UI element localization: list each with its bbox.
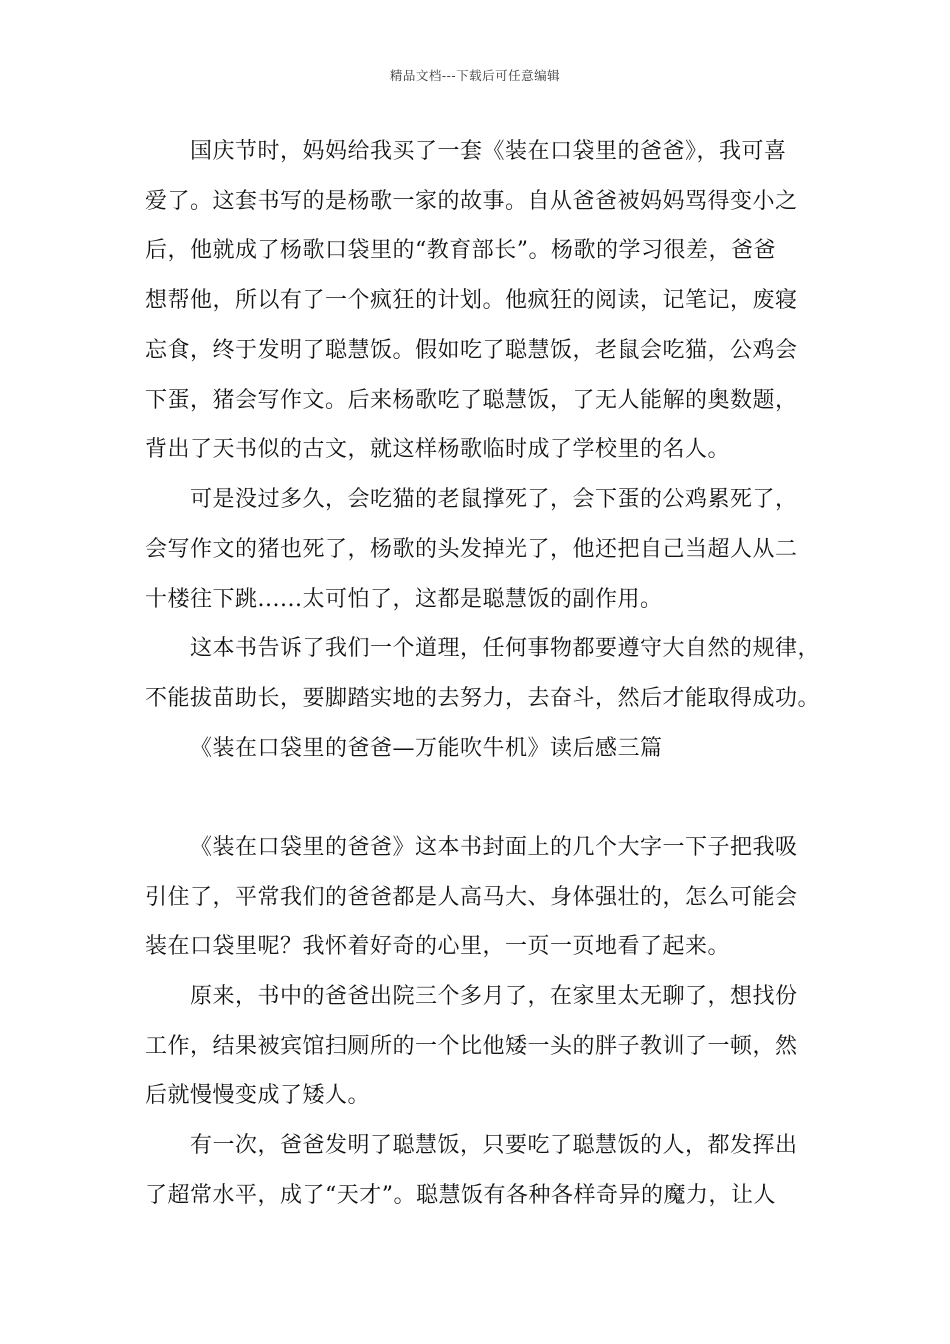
paragraph-line: 后，他就成了杨歌口袋里的“教育部长”。杨歌的学习很差，爸爸 [145,238,776,263]
paragraph-line: 可是没过多久，会吃猫的老鼠撑死了，会下蛋的公鸡累死了， [190,487,798,512]
paragraph-line: 爱了。这套书写的是杨歌一家的故事。自从爸爸被妈妈骂得变小之 [145,189,798,214]
page-header: 精品文档---下载后可任意编辑 [389,68,561,83]
paragraph-line: 想帮他，所以有了一个疯狂的计划。他疯狂的阅读，记笔记，废寝 [145,288,798,313]
paragraph-line: 忘食，终于发明了聪慧饭。假如吃了聪慧饭，老鼠会吃猫，公鸡会 [145,338,798,363]
paragraph-line: 下蛋，猪会写作文。后来杨歌吃了聪慧饭，了无人能解的奥数题， [145,388,798,413]
paragraph-line: 工作，结果被宾馆扫厕所的一个比他矮一头的胖子教训了一顿，然 [145,1034,798,1059]
paragraph-line: 了超常水平，成了“天才”。聪慧饭有各种各样奇异的魔力，让人 [145,1183,776,1208]
paragraph-line: 不能拔苗助长，要脚踏实地的去努力，去奋斗，然后才能取得成功。 [145,686,821,711]
paragraph-line: 国庆节时，妈妈给我买了一套《装在口袋里的爸爸》，我可喜 [190,139,787,164]
paragraph-line: 十楼往下跳......太可怕了，这都是聪慧饭的副作用。 [145,587,663,612]
paragraph-line: 有一次，爸爸发明了聪慧饭，只要吃了聪慧饭的人，都发挥出 [190,1133,798,1158]
paragraph-line: 装在口袋里呢？我怀着好奇的心里，一页一页地看了起来。 [145,934,731,959]
paragraph-line: 后就慢慢变成了矮人。 [145,1083,371,1108]
paragraph-line: 会写作文的猪也死了，杨歌的头发掉光了，他还把自己当超人从二 [145,537,798,562]
paragraph-line: 这本书告诉了我们一个道理，任何事物都要遵守大自然的规律， [190,636,821,661]
section-title: 《装在口袋里的爸爸—万能吹牛机》读后感三篇 [190,736,663,761]
paragraph-line: 背出了天书似的古文，就这样杨歌临时成了学校里的名人。 [145,437,731,462]
paragraph-line: 原来，书中的爸爸出院三个多月了，在家里太无聊了，想找份 [190,984,798,1009]
paragraph-line: 《装在口袋里的爸爸》这本书封面上的几个大字一下子把我吸 [190,835,798,860]
paragraph-line: 引住了，平常我们的爸爸都是人高马大、身体强壮的，怎么可能会 [145,885,798,910]
